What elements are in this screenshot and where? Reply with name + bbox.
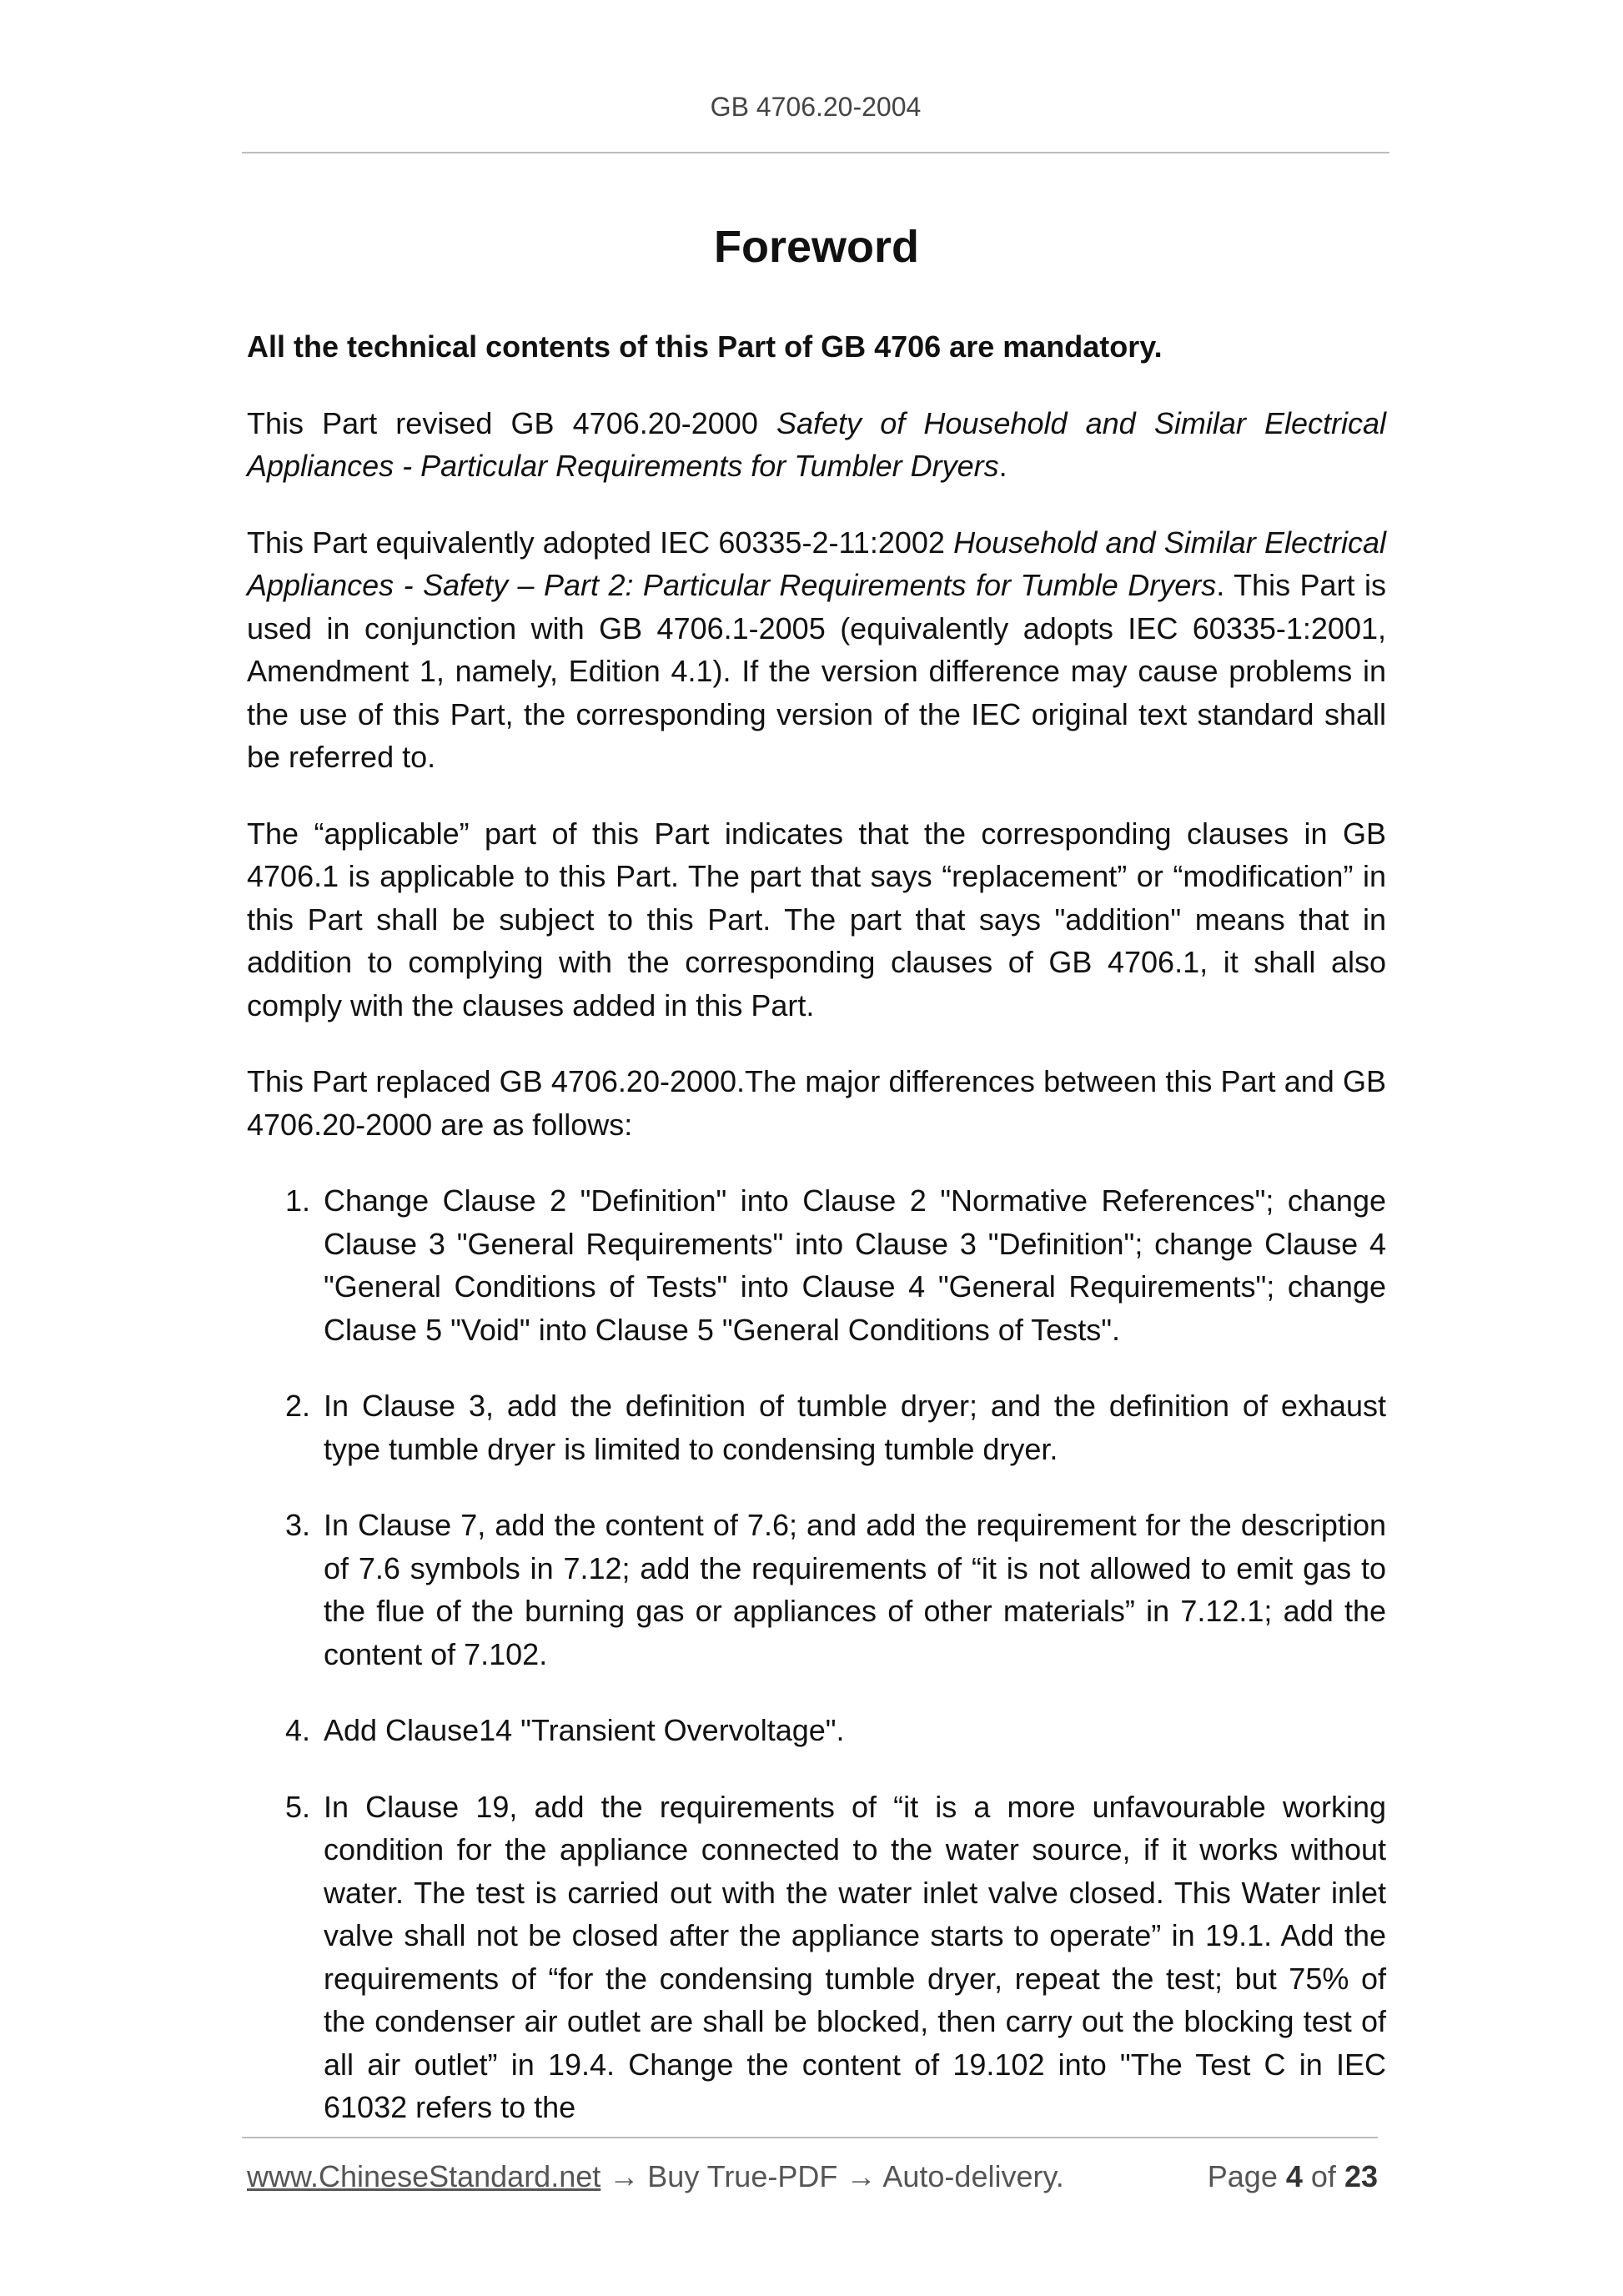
current-page: 4 [1285, 2159, 1303, 2193]
adoption-title-italic: Household and Similar Electrical Appliances - Safety – Part 2: Particular Requirements for Tumble Dryers [247, 525, 1386, 602]
replacement-paragraph: This Part replaced GB 4706.20-2000.The major differences between this Part and GB 4706.20-2000 are as follows: [247, 1064, 1386, 1142]
footer-divider [242, 2137, 1378, 2138]
list-item-number: 4. [285, 1713, 311, 1747]
arrow-icon: → [609, 2159, 640, 2193]
page-label: Page [1207, 2159, 1278, 2193]
total-pages: 23 [1344, 2159, 1378, 2193]
list-item [247, 1384, 1386, 1470]
page-number [1208, 2156, 1378, 2198]
revision-text-b: . [998, 449, 1007, 483]
document-id: GB 4706.20-2004 [710, 92, 922, 122]
mandatory-statement: All the technical contents of this Part of GB 4706 are mandatory. [247, 329, 1163, 364]
arrow-icon: → [846, 2159, 877, 2193]
list-item-text: Change Clause 2 "Definition" into Clause 2 "Normative References"; change Clause 3 "General Requirements" into Clause 3 "Definition"; change Clause 4 "General Conditions of Tests" into Clause 4 "General Requirements"; change Clause 5 "Void" into Clause 5 "General Conditions of Tests". [324, 1183, 1386, 1347]
buy-pdf-text: Buy True-PDF [647, 2159, 838, 2193]
adoption-text-b: . This Part is used in conjunction with GB 4706.1-2005 (equivalently adopts IEC 60335-1:2001, Amendment 1, namely, Edition 4.1). If the version difference may cause problems in the use of this Part, the corresponding version of the IEC original text standard shall be referred to. [247, 568, 1386, 774]
revision-text-a: This Part revised GB 4706.20-2000 [247, 405, 776, 440]
delivery-text: Auto-delivery. [882, 2159, 1064, 2193]
page-content [247, 215, 1386, 2163]
page-title: Foreword [713, 222, 919, 272]
header-divider [242, 152, 1389, 153]
list-item-text: In Clause 19, add the requirements of “it is a more unfavourable working condition for the appliance connected to the water source, if it works without water. The test is carried out with the water inlet valve closed. This Water inlet valve shall not be closed after the appliance starts to operate” in 19.1. Add the requirements of “for the condensing tumble dryer, repeat the test; but 75% of the condenser air outlet are shall be blocked, then carry out the blocking test of all air outlet” in 19.4. Change the content of 19.102 into "The Test C in IEC 61032 refers to the [324, 1789, 1386, 2124]
footer-left [247, 2156, 1064, 2198]
list-item-number: 3. [285, 1508, 311, 1542]
list-item [247, 1504, 1386, 1676]
list-item-text: In Clause 7, add the content of 7.6; and add the requirement for the description of 7.6 symbols in 7.12; add the requirements of “it is not allowed to emit gas to the flue of the burning gas or appliances of other materials” in 7.12.1; add the content of 7.102. [324, 1508, 1386, 1671]
adoption-paragraph [247, 521, 1386, 779]
revision-title-italic: Safety of Household and Similar Electrical Appliances - Particular Requirements for Tumbler Dryers [247, 405, 1387, 483]
list-item-number: 1. [285, 1183, 311, 1218]
list-item [247, 1709, 1386, 1752]
list-item-number: 5. [285, 1789, 311, 1824]
list-item-text: In Clause 3, add the definition of tumble dryer; and the definition of exhaust type tumble dryer is limited to condensing tumble dryer. [324, 1389, 1386, 1466]
applicable-paragraph: The “applicable” part of this Part indicates that the corresponding clauses in GB 4706.1 is applicable to this Part. The part that says “replacement” or “modification” in this Part shall be subject to this Part. The part that says "addition" means that in addition to complying with the corresponding clauses of GB 4706.1, it shall also comply with the clauses added in this Part. [247, 816, 1386, 1022]
differences-list [247, 1179, 1386, 2129]
list-item-number: 2. [285, 1389, 311, 1423]
document-header [242, 92, 1389, 123]
of-label: of [1310, 2159, 1336, 2193]
list-item [247, 1786, 1386, 2129]
revision-paragraph [247, 402, 1386, 488]
website-link[interactable]: www.ChineseStandard.net [247, 2159, 601, 2193]
list-item [247, 1179, 1386, 1351]
list-item-text: Add Clause14 "Transient Overvoltage". [324, 1713, 845, 1747]
adoption-text-a: This Part equivalently adopted IEC 60335-2-11:2002 [247, 525, 954, 560]
